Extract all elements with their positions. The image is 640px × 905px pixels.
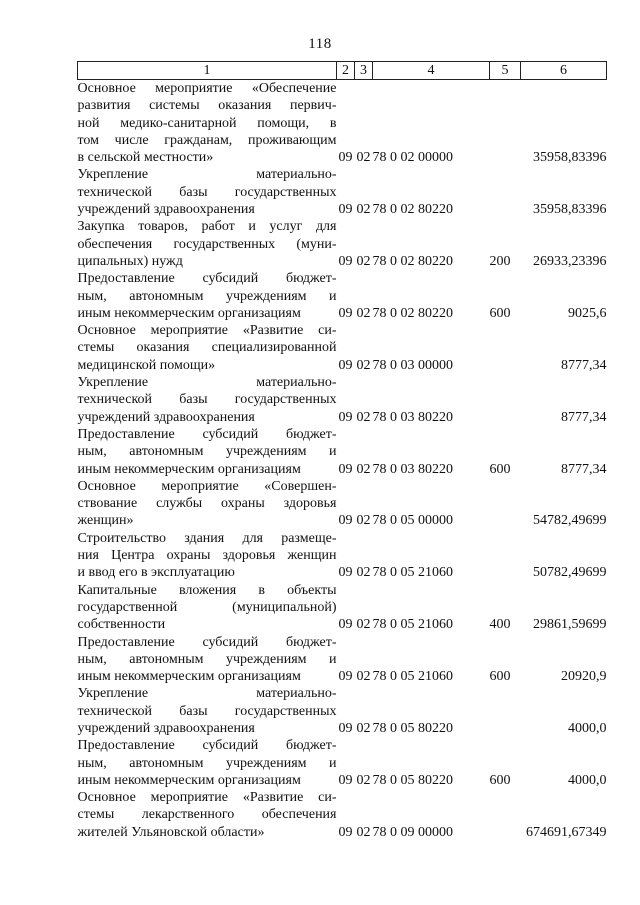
row-sum: 29861,59699: [533, 617, 607, 633]
row-rz: 09: [338, 824, 353, 840]
row-sum: 8777,34: [561, 409, 607, 425]
description-line: медицинской помощи»: [77, 357, 216, 373]
row-vr: [490, 80, 521, 167]
row-sum: 20920,9: [561, 669, 607, 685]
row-pr: 02: [356, 669, 371, 685]
row-rz: 09: [338, 357, 353, 373]
column-header-2: 2: [337, 62, 355, 80]
row-csr: 78 0 02 80220: [372, 253, 453, 269]
row-description: [78, 789, 337, 841]
row-rz: 09: [338, 202, 353, 218]
row-description: [78, 685, 337, 737]
description-line: собственности: [77, 617, 166, 633]
row-vr: [490, 789, 521, 841]
column-header-4: 4: [373, 62, 490, 80]
table-row: [78, 737, 607, 789]
column-header-5: 5: [490, 62, 521, 80]
row-vr: 600: [489, 669, 511, 685]
row-description: [78, 80, 337, 167]
row-pr: 02: [356, 565, 371, 581]
description-line: ным, автономным учреждениям и: [77, 755, 337, 771]
table-row: [78, 789, 607, 841]
description-line: Предоставление субсидий бюджет-: [77, 426, 337, 442]
row-vr: [490, 374, 521, 426]
row-rz: 09: [338, 150, 353, 166]
row-sum: 8777,34: [561, 357, 607, 373]
description-line: и ввод его в эксплуатацию: [77, 565, 235, 581]
table-header: [78, 62, 607, 80]
description-line: ным, автономным учреждениям и: [77, 288, 337, 304]
row-sum: 674691,67349: [526, 824, 607, 840]
row-rz: 09: [338, 305, 353, 321]
row-description: [78, 634, 337, 686]
row-pr: 02: [356, 409, 371, 425]
column-header-3: 3: [355, 62, 373, 80]
description-line: Строительство здания для размеще-: [77, 530, 337, 546]
description-line: стемы оказания специализированной: [77, 340, 337, 356]
description-line: иным некоммерческим организациям: [77, 461, 301, 477]
row-csr: 78 0 05 80220: [372, 772, 453, 788]
description-line: технической базы государственных: [77, 392, 337, 408]
row-description: [78, 218, 337, 270]
table-row: [78, 426, 607, 478]
row-rz: 09: [338, 513, 353, 529]
description-line: ствование службы охраны здоровья: [77, 496, 337, 512]
row-description: [78, 426, 337, 478]
description-line: Основное мероприятие «Развитие си-: [77, 790, 337, 806]
page-number: 118: [308, 36, 332, 52]
row-description: [78, 737, 337, 789]
description-line: Основное мероприятие «Совершен-: [77, 478, 337, 494]
row-csr: 78 0 05 21060: [372, 617, 453, 633]
row-pr: 02: [356, 150, 371, 166]
table-row: [78, 478, 607, 530]
description-line: иным некоммерческим организациям: [77, 305, 301, 321]
row-pr: 02: [356, 617, 371, 633]
row-sum: 35958,83396: [533, 150, 607, 166]
row-rz: 09: [338, 253, 353, 269]
row-description: [78, 166, 337, 218]
row-rz: 09: [338, 617, 353, 633]
row-sum: 8777,34: [561, 461, 607, 477]
description-line: в сельской местности»: [77, 150, 214, 166]
description-line: технической базы государственных: [77, 703, 337, 719]
row-description: [78, 582, 337, 634]
row-pr: 02: [356, 513, 371, 529]
row-pr: 02: [356, 305, 371, 321]
row-csr: 78 0 03 00000: [372, 357, 453, 373]
table-row: [78, 634, 607, 686]
description-line: том числе гражданам, проживающим: [77, 132, 337, 148]
row-vr: [490, 530, 521, 582]
row-rz: 09: [338, 409, 353, 425]
row-description: [78, 270, 337, 322]
row-csr: 78 0 02 80220: [372, 305, 453, 321]
row-sum: 35958,83396: [533, 202, 607, 218]
table-row: [78, 582, 607, 634]
table-row: [78, 374, 607, 426]
row-description: [78, 322, 337, 374]
description-line: Предоставление субсидий бюджет-: [77, 271, 337, 287]
description-line: стемы лекарственного обеспечения: [77, 807, 337, 823]
row-sum: 54782,49699: [533, 513, 607, 529]
row-csr: 78 0 05 21060: [372, 565, 453, 581]
table-row: [78, 685, 607, 737]
description-line: Предоставление субсидий бюджет-: [77, 738, 337, 754]
table-row: [78, 270, 607, 322]
description-line: учреждений здравоохранения: [77, 202, 255, 218]
description-line: ной медико-санитарной помощи, в: [77, 115, 337, 131]
description-line: обеспечения государственных (муни-: [77, 236, 337, 252]
row-description: [78, 530, 337, 582]
row-csr: 78 0 02 00000: [372, 150, 453, 166]
description-line: Основное мероприятие «Обеспечение: [77, 81, 337, 96]
description-line: женщин»: [77, 513, 134, 529]
row-vr: [490, 322, 521, 374]
row-csr: 78 0 05 80220: [372, 720, 453, 736]
row-pr: 02: [356, 253, 371, 269]
row-rz: 09: [338, 669, 353, 685]
description-line: ципальных) нужд: [77, 253, 183, 269]
row-csr: 78 0 02 80220: [372, 202, 453, 218]
row-vr: [490, 478, 521, 530]
row-vr: 400: [489, 617, 511, 633]
description-line: Капитальные вложения в объекты: [77, 582, 337, 598]
row-csr: 78 0 05 00000: [372, 513, 453, 529]
description-line: Закупка товаров, работ и услуг для: [77, 219, 337, 235]
row-rz: 09: [338, 720, 353, 736]
row-pr: 02: [356, 202, 371, 218]
row-sum: 26933,23396: [533, 253, 607, 269]
table-row: [78, 322, 607, 374]
column-header-1: 1: [78, 62, 337, 80]
row-rz: 09: [338, 461, 353, 477]
row-vr: 200: [489, 253, 511, 269]
row-vr: [490, 166, 521, 218]
column-header-6: 6: [521, 62, 607, 80]
row-pr: 02: [356, 824, 371, 840]
table-row: [78, 530, 607, 582]
row-pr: 02: [356, 720, 371, 736]
description-line: технической базы государственных: [77, 184, 337, 200]
description-line: ным, автономным учреждениям и: [77, 444, 337, 460]
row-csr: 78 0 09 00000: [372, 824, 453, 840]
description-line: Предоставление субсидий бюджет-: [77, 634, 337, 650]
row-vr: 600: [489, 772, 511, 788]
description-line: Укрепление материально-: [77, 167, 337, 183]
description-line: жителей Ульяновской области»: [77, 824, 265, 840]
row-sum: 4000,0: [568, 720, 607, 736]
row-rz: 09: [338, 772, 353, 788]
table-row: [78, 80, 607, 167]
row-pr: 02: [356, 772, 371, 788]
description-line: развития системы оказания первич-: [77, 98, 337, 114]
row-pr: 02: [356, 461, 371, 477]
description-line: Основное мероприятие «Развитие си-: [77, 323, 337, 339]
description-line: ния Центра охраны здоровья женщин: [77, 548, 337, 564]
row-csr: 78 0 03 80220: [372, 461, 453, 477]
description-line: ным, автономным учреждениям и: [77, 651, 337, 667]
description-line: иным некоммерческим организациям: [77, 669, 301, 685]
budget-table: [77, 61, 607, 841]
row-rz: 09: [338, 565, 353, 581]
row-vr: [490, 685, 521, 737]
row-description: [78, 478, 337, 530]
description-line: Укрепление материально-: [77, 686, 337, 702]
row-sum: 50782,49699: [533, 565, 607, 581]
table-row: [78, 218, 607, 270]
row-vr: 600: [489, 305, 511, 321]
row-description: [78, 374, 337, 426]
row-vr: 600: [489, 461, 511, 477]
table-body: [78, 80, 607, 842]
row-pr: 02: [356, 357, 371, 373]
row-sum: 9025,6: [568, 305, 607, 321]
table-row: [78, 166, 607, 218]
row-csr: 78 0 03 80220: [372, 409, 453, 425]
description-line: Укрепление материально-: [77, 375, 337, 391]
description-line: учреждений здравоохранения: [77, 409, 255, 425]
row-sum: 4000,0: [568, 772, 607, 788]
description-line: государственной (муниципальной): [77, 599, 337, 615]
description-line: учреждений здравоохранения: [77, 720, 255, 736]
row-csr: 78 0 05 21060: [372, 669, 453, 685]
description-line: иным некоммерческим организациям: [77, 772, 301, 788]
